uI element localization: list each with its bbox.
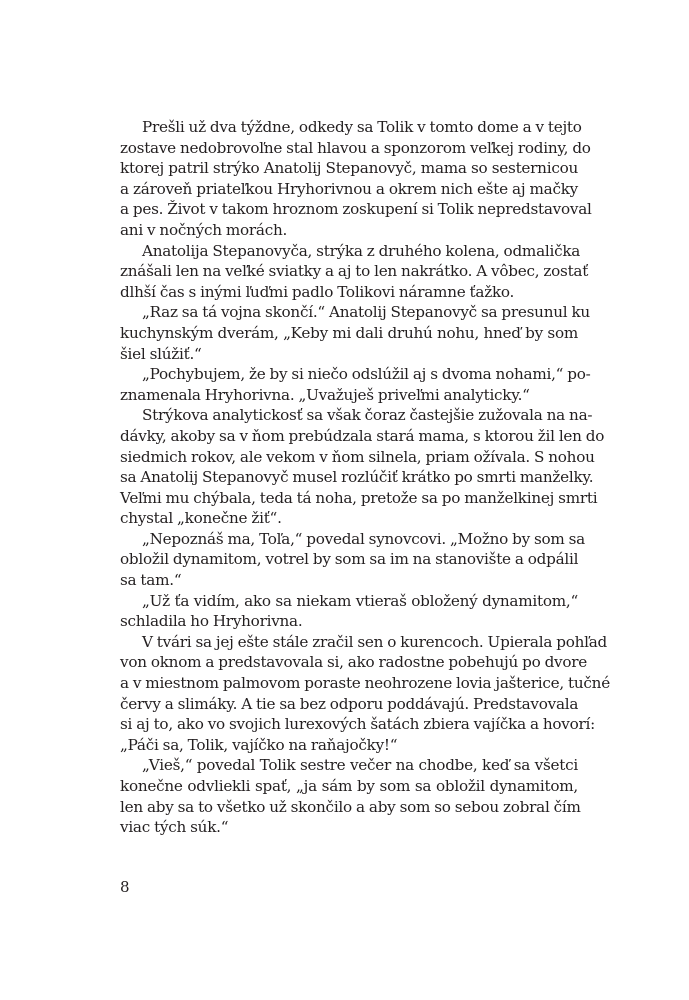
text-line: šiel slúžiť.“ <box>120 344 202 363</box>
text-line: ani v nočných morách. <box>120 220 288 239</box>
text-line: Prešli už dva týždne, odkedy sa Tolik v tomto dome a v tejto <box>142 118 582 136</box>
text-line: znášali len na veľké sviatky a aj to len nakrátko. A vôbec, zostať <box>120 262 589 281</box>
text-line: červy a slimáky. A tie sa bez odporu poddávajú. Predstavovala <box>120 694 579 713</box>
text-line: „Raz sa tá vojna skončí.“ Anatolij Stepanovyč sa presunul ku <box>142 303 590 322</box>
text-line: len aby sa to všetko už skončilo a aby som so sebou zobral čím <box>120 797 581 816</box>
text-line: znamenala Hryhorivna. „Uvažuješ priveľmi analyticky.“ <box>120 385 530 404</box>
text-line: „Nepoznáš ma, Toľa,“ povedal synovcovi. „Možno by som sa <box>142 529 585 548</box>
text-line: obložil dynamitom, votrel by som sa im na stanovište a odpálil <box>120 550 579 569</box>
text-line: Veľmi mu chýbala, teda tá noha, pretože sa po manželkinej smrti <box>120 488 598 507</box>
text-line: konečne odvliekli spať, „ja sám by som sa obložil dynamitom, <box>120 777 578 795</box>
text-line: dlhší čas s inými ľuďmi padlo Tolikovi náramne ťažko. <box>120 282 515 301</box>
text-line: ktorej patril strýko Anatolij Stepanovyč, mama so sesternicou <box>120 159 578 178</box>
text-line: V tvári sa jej ešte stále zračil sen o kurencoch. Upierala pohľad <box>142 632 607 651</box>
text-line: a pes. Život v takom hroznom zoskupení si Tolik nepredstavoval <box>120 200 592 219</box>
text-line: si aj to, ako vo svojich lurexových šatách zbiera vajíčka a hovorí: <box>120 715 595 734</box>
text-line: zostave nedobrovoľne stal hlavou a sponzorom veľkej rodiny, do <box>120 138 591 157</box>
text-line: siedmich rokov, ale vekom v ňom silnela, priam ožívala. S nohou <box>120 447 595 466</box>
text-line: a zároveň priateľkou Hryhorivnou a okrem nich ešte aj mačky <box>120 179 578 198</box>
body-text <box>120 117 610 838</box>
text-line: viac tých súk.“ <box>120 818 229 837</box>
page-number: 8 <box>120 878 130 896</box>
text-line: a v miestnom palmovom poraste neohrozene lovia jašterice, tučné <box>120 674 610 693</box>
text-line: dávky, akoby sa v ňom prebúdzala stará mama, s ktorou žil len do <box>120 426 605 445</box>
text-line: Anatolija Stepanovyča, strýka z druhého kolena, odmalička <box>142 241 581 260</box>
text-line: von oknom a predstavovala si, ako radostne pobehujú po dvore <box>120 653 588 672</box>
text-line: chystal „konečne žiť“. <box>120 509 282 528</box>
text-line: Strýkova analytickosť sa však čoraz častejšie zužovala na na- <box>142 406 593 425</box>
text-line: „Pochybujem, že by si niečo odslúžil aj s dvoma nohami,“ po- <box>142 365 591 384</box>
text-line: „Už ťa vidím, ako sa niekam vtieraš obložený dynamitom,“ <box>142 591 578 610</box>
text-line: „Vieš,“ povedal Tolik sestre večer na chodbe, keď sa všetci <box>142 756 578 775</box>
text-line: kuchynským dverám, „Keby mi dali druhú nohu, hneď by som <box>120 323 578 342</box>
text-line: „Páči sa, Tolik, vajíčko na raňajočky!“ <box>120 735 398 754</box>
text-line: schladila ho Hryhorivna. <box>120 612 303 631</box>
text-line: sa Anatolij Stepanovyč musel rozlúčiť krátko po smrti manželky. <box>120 468 594 487</box>
text-line: sa tam.“ <box>120 571 182 590</box>
